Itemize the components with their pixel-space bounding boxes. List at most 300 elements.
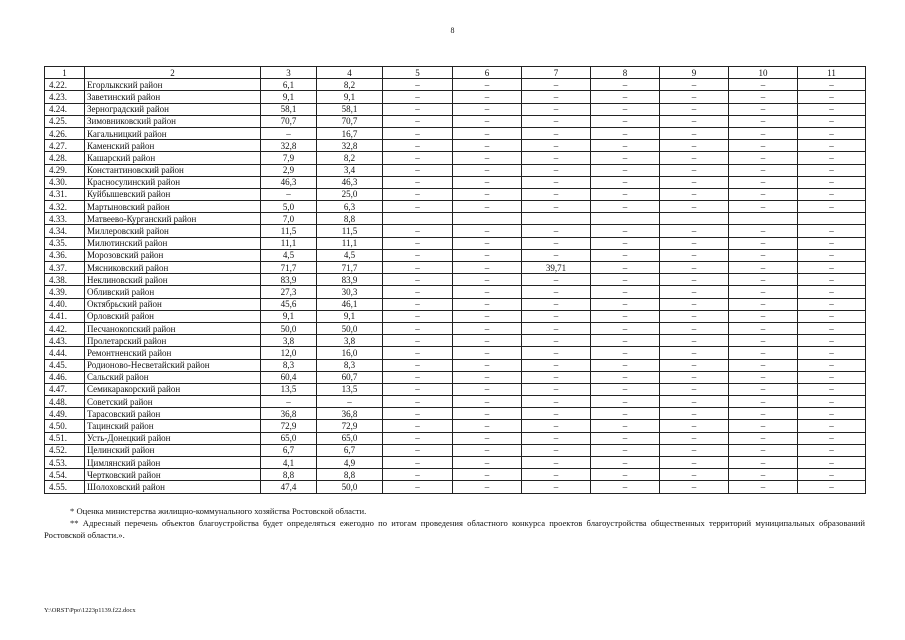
- table-row: [45, 201, 866, 213]
- value-cell: –: [660, 310, 729, 322]
- value-cell: –: [798, 444, 866, 456]
- value-cell: –: [660, 457, 729, 469]
- value-cell: 6,7: [317, 444, 383, 456]
- value-cell: 72,9: [261, 420, 317, 432]
- value-cell: –: [591, 444, 660, 456]
- value-cell: –: [591, 408, 660, 420]
- value-cell: –: [798, 359, 866, 371]
- district-name-cell: Красносулинский район: [85, 176, 261, 188]
- value-cell: –: [383, 237, 453, 249]
- row-number-cell: 4.42.: [45, 322, 85, 334]
- value-cell: –: [383, 140, 453, 152]
- value-cell: 6,1: [261, 79, 317, 91]
- table-row: [45, 91, 866, 103]
- value-cell: –: [729, 481, 798, 493]
- value-cell: 3,8: [261, 335, 317, 347]
- value-cell: –: [522, 201, 591, 213]
- value-cell: –: [660, 347, 729, 359]
- value-cell: 46,3: [261, 176, 317, 188]
- table-row: [45, 103, 866, 115]
- value-cell: –: [660, 225, 729, 237]
- district-name-cell: Семикаракорский район: [85, 383, 261, 395]
- column-header: 9: [660, 67, 729, 79]
- value-cell: –: [591, 140, 660, 152]
- value-cell: –: [453, 152, 522, 164]
- value-cell: –: [453, 262, 522, 274]
- row-number-cell: 4.32.: [45, 201, 85, 213]
- value-cell: –: [453, 298, 522, 310]
- value-cell: –: [453, 322, 522, 334]
- row-number-cell: 4.27.: [45, 140, 85, 152]
- value-cell: –: [453, 164, 522, 176]
- value-cell: –: [798, 432, 866, 444]
- value-cell: –: [383, 383, 453, 395]
- value-cell: –: [660, 152, 729, 164]
- value-cell: –: [660, 274, 729, 286]
- value-cell: –: [591, 225, 660, 237]
- value-cell: –: [522, 383, 591, 395]
- value-cell: 58,1: [261, 103, 317, 115]
- value-cell: 2,9: [261, 164, 317, 176]
- table-row: [45, 322, 866, 334]
- column-header: 1: [45, 67, 85, 79]
- value-cell: –: [591, 335, 660, 347]
- table-row: [45, 164, 866, 176]
- value-cell: –: [729, 274, 798, 286]
- value-cell: –: [798, 310, 866, 322]
- value-cell: –: [660, 481, 729, 493]
- value-cell: –: [522, 444, 591, 456]
- value-cell: –: [453, 420, 522, 432]
- value-cell: –: [522, 188, 591, 200]
- value-cell: 11,5: [261, 225, 317, 237]
- value-cell: –: [660, 176, 729, 188]
- value-cell: –: [591, 286, 660, 298]
- value-cell: –: [660, 188, 729, 200]
- value-cell: –: [383, 79, 453, 91]
- row-number-cell: 4.39.: [45, 286, 85, 298]
- row-number-cell: 4.44.: [45, 347, 85, 359]
- table-row: [45, 140, 866, 152]
- value-cell: 50,0: [317, 481, 383, 493]
- footnotes: [44, 505, 865, 541]
- value-cell: 4,9: [317, 457, 383, 469]
- district-name-cell: Сальский район: [85, 371, 261, 383]
- value-cell: –: [660, 444, 729, 456]
- row-number-cell: 4.54.: [45, 469, 85, 481]
- row-number-cell: 4.49.: [45, 408, 85, 420]
- value-cell: –: [522, 79, 591, 91]
- value-cell: –: [591, 152, 660, 164]
- value-cell: 60,4: [261, 371, 317, 383]
- value-cell: –: [729, 103, 798, 115]
- table-row: [45, 298, 866, 310]
- table-row: [45, 237, 866, 249]
- table-row: [45, 286, 866, 298]
- district-name-cell: Егорлыкский район: [85, 79, 261, 91]
- district-name-cell: Орловский район: [85, 310, 261, 322]
- value-cell: –: [660, 298, 729, 310]
- value-cell: –: [798, 274, 866, 286]
- value-cell: –: [591, 115, 660, 127]
- table-row: [45, 457, 866, 469]
- district-name-cell: Октябрьский район: [85, 298, 261, 310]
- row-number-cell: 4.43.: [45, 335, 85, 347]
- value-cell: –: [798, 322, 866, 334]
- row-number-cell: 4.29.: [45, 164, 85, 176]
- value-cell: –: [660, 335, 729, 347]
- value-cell: –: [591, 371, 660, 383]
- value-cell: –: [317, 396, 383, 408]
- value-cell: –: [729, 286, 798, 298]
- value-cell: –: [453, 396, 522, 408]
- value-cell: 50,0: [261, 322, 317, 334]
- value-cell: [798, 213, 866, 225]
- value-cell: [729, 213, 798, 225]
- value-cell: –: [383, 103, 453, 115]
- value-cell: –: [453, 286, 522, 298]
- value-cell: 3,8: [317, 335, 383, 347]
- footnote-1: * Оценка министерства жилищно-коммунального хозяйства Ростовской области.: [70, 506, 367, 516]
- value-cell: 72,9: [317, 420, 383, 432]
- row-number-cell: 4.23.: [45, 91, 85, 103]
- value-cell: [591, 213, 660, 225]
- value-cell: –: [798, 457, 866, 469]
- district-name-cell: Заветинский район: [85, 91, 261, 103]
- value-cell: –: [591, 249, 660, 261]
- value-cell: –: [261, 188, 317, 200]
- value-cell: –: [383, 420, 453, 432]
- value-cell: –: [660, 249, 729, 261]
- value-cell: –: [798, 420, 866, 432]
- value-cell: –: [522, 249, 591, 261]
- value-cell: –: [591, 127, 660, 139]
- row-number-cell: 4.35.: [45, 237, 85, 249]
- data-table: [44, 66, 866, 494]
- value-cell: –: [453, 127, 522, 139]
- value-cell: –: [453, 225, 522, 237]
- value-cell: 4,5: [261, 249, 317, 261]
- value-cell: –: [383, 347, 453, 359]
- value-cell: –: [383, 225, 453, 237]
- value-cell: –: [729, 420, 798, 432]
- value-cell: 32,8: [317, 140, 383, 152]
- value-cell: –: [453, 115, 522, 127]
- district-name-cell: Ремонтненский район: [85, 347, 261, 359]
- value-cell: –: [798, 201, 866, 213]
- row-number-cell: 4.52.: [45, 444, 85, 456]
- value-cell: –: [798, 262, 866, 274]
- district-name-cell: Советский район: [85, 396, 261, 408]
- row-number-cell: 4.33.: [45, 213, 85, 225]
- value-cell: –: [798, 481, 866, 493]
- value-cell: –: [729, 164, 798, 176]
- column-header: 4: [317, 67, 383, 79]
- value-cell: –: [453, 359, 522, 371]
- value-cell: –: [729, 457, 798, 469]
- district-name-cell: Матвеево-Курганский район: [85, 213, 261, 225]
- value-cell: –: [729, 469, 798, 481]
- value-cell: 8,3: [261, 359, 317, 371]
- value-cell: –: [798, 249, 866, 261]
- value-cell: 39,71: [522, 262, 591, 274]
- row-number-cell: 4.45.: [45, 359, 85, 371]
- value-cell: –: [383, 359, 453, 371]
- value-cell: [660, 213, 729, 225]
- value-cell: –: [383, 408, 453, 420]
- value-cell: –: [453, 79, 522, 91]
- value-cell: –: [798, 383, 866, 395]
- value-cell: 60,7: [317, 371, 383, 383]
- value-cell: 8,8: [261, 469, 317, 481]
- row-number-cell: 4.26.: [45, 127, 85, 139]
- value-cell: –: [729, 298, 798, 310]
- value-cell: –: [522, 115, 591, 127]
- value-cell: –: [660, 371, 729, 383]
- value-cell: –: [729, 237, 798, 249]
- value-cell: –: [453, 249, 522, 261]
- value-cell: –: [383, 322, 453, 334]
- table-row: [45, 249, 866, 261]
- value-cell: [453, 213, 522, 225]
- value-cell: –: [453, 408, 522, 420]
- value-cell: –: [660, 432, 729, 444]
- value-cell: –: [591, 103, 660, 115]
- value-cell: 9,1: [261, 310, 317, 322]
- value-cell: –: [798, 79, 866, 91]
- table-row: [45, 359, 866, 371]
- value-cell: –: [660, 140, 729, 152]
- district-name-cell: Куйбышевский район: [85, 188, 261, 200]
- value-cell: –: [383, 188, 453, 200]
- row-number-cell: 4.22.: [45, 79, 85, 91]
- value-cell: 27,3: [261, 286, 317, 298]
- value-cell: –: [729, 262, 798, 274]
- row-number-cell: 4.41.: [45, 310, 85, 322]
- row-number-cell: 4.25.: [45, 115, 85, 127]
- footnote-2: ** Адресный перечень объектов благоустройства будет определяться ежегодно по итогам проведения областного конкурса проектов благоустройства общественных территорий муниципальных образований Ростовской области.».: [44, 518, 865, 540]
- value-cell: 8,8: [317, 469, 383, 481]
- value-cell: –: [798, 396, 866, 408]
- value-cell: 25,0: [317, 188, 383, 200]
- table-row: [45, 152, 866, 164]
- value-cell: –: [383, 201, 453, 213]
- value-cell: –: [591, 201, 660, 213]
- value-cell: –: [729, 201, 798, 213]
- row-number-cell: 4.36.: [45, 249, 85, 261]
- table-row: [45, 396, 866, 408]
- value-cell: –: [383, 371, 453, 383]
- value-cell: –: [383, 298, 453, 310]
- value-cell: –: [798, 347, 866, 359]
- value-cell: –: [261, 127, 317, 139]
- value-cell: –: [522, 274, 591, 286]
- value-cell: –: [729, 396, 798, 408]
- value-cell: 50,0: [317, 322, 383, 334]
- value-cell: –: [660, 262, 729, 274]
- district-name-cell: Тарасовский район: [85, 408, 261, 420]
- value-cell: 71,7: [261, 262, 317, 274]
- value-cell: –: [798, 115, 866, 127]
- table-row: [45, 213, 866, 225]
- value-cell: –: [261, 396, 317, 408]
- value-cell: 36,8: [317, 408, 383, 420]
- value-cell: –: [660, 359, 729, 371]
- value-cell: –: [522, 371, 591, 383]
- value-cell: –: [383, 432, 453, 444]
- value-cell: –: [660, 420, 729, 432]
- value-cell: –: [729, 127, 798, 139]
- value-cell: [383, 213, 453, 225]
- column-header: 10: [729, 67, 798, 79]
- value-cell: –: [522, 286, 591, 298]
- value-cell: 16,0: [317, 347, 383, 359]
- value-cell: –: [660, 322, 729, 334]
- value-cell: –: [453, 432, 522, 444]
- table-row: [45, 335, 866, 347]
- value-cell: 58,1: [317, 103, 383, 115]
- value-cell: –: [729, 383, 798, 395]
- value-cell: –: [522, 481, 591, 493]
- value-cell: –: [798, 127, 866, 139]
- value-cell: –: [798, 237, 866, 249]
- value-cell: –: [729, 91, 798, 103]
- value-cell: –: [453, 91, 522, 103]
- value-cell: –: [453, 469, 522, 481]
- value-cell: –: [660, 286, 729, 298]
- value-cell: –: [729, 347, 798, 359]
- value-cell: –: [798, 286, 866, 298]
- value-cell: 47,4: [261, 481, 317, 493]
- value-cell: –: [522, 335, 591, 347]
- value-cell: –: [522, 359, 591, 371]
- value-cell: –: [453, 140, 522, 152]
- value-cell: 8,3: [317, 359, 383, 371]
- table-row: [45, 481, 866, 493]
- value-cell: –: [729, 444, 798, 456]
- value-cell: –: [591, 237, 660, 249]
- value-cell: 3,4: [317, 164, 383, 176]
- value-cell: –: [591, 164, 660, 176]
- value-cell: –: [383, 335, 453, 347]
- value-cell: –: [729, 79, 798, 91]
- value-cell: –: [729, 152, 798, 164]
- value-cell: –: [522, 469, 591, 481]
- value-cell: –: [522, 420, 591, 432]
- value-cell: –: [453, 481, 522, 493]
- column-header: 6: [453, 67, 522, 79]
- value-cell: –: [522, 237, 591, 249]
- table-row: [45, 188, 866, 200]
- value-cell: –: [522, 432, 591, 444]
- value-cell: –: [591, 347, 660, 359]
- value-cell: –: [591, 383, 660, 395]
- value-cell: –: [383, 481, 453, 493]
- value-cell: –: [798, 225, 866, 237]
- value-cell: 11,1: [317, 237, 383, 249]
- district-name-cell: Усть-Донецкий район: [85, 432, 261, 444]
- table-row: [45, 383, 866, 395]
- value-cell: –: [660, 127, 729, 139]
- value-cell: –: [798, 469, 866, 481]
- table-row: [45, 469, 866, 481]
- value-cell: –: [591, 176, 660, 188]
- row-number-cell: 4.47.: [45, 383, 85, 395]
- value-cell: –: [453, 444, 522, 456]
- district-name-cell: Шолоховский район: [85, 481, 261, 493]
- value-cell: –: [798, 164, 866, 176]
- district-name-cell: Кагальницкий район: [85, 127, 261, 139]
- district-name-cell: Чертковский район: [85, 469, 261, 481]
- district-name-cell: Целинский район: [85, 444, 261, 456]
- table-row: [45, 408, 866, 420]
- value-cell: –: [660, 408, 729, 420]
- value-cell: 5,0: [261, 201, 317, 213]
- value-cell: –: [453, 347, 522, 359]
- column-header: 11: [798, 67, 866, 79]
- value-cell: –: [383, 127, 453, 139]
- value-cell: 6,3: [317, 201, 383, 213]
- value-cell: –: [383, 310, 453, 322]
- district-name-cell: Зерноградский район: [85, 103, 261, 115]
- table-header-row: [45, 67, 866, 79]
- value-cell: –: [591, 359, 660, 371]
- value-cell: 13,5: [261, 383, 317, 395]
- district-name-cell: Милютинский район: [85, 237, 261, 249]
- value-cell: –: [383, 115, 453, 127]
- value-cell: 83,9: [261, 274, 317, 286]
- value-cell: –: [383, 152, 453, 164]
- value-cell: –: [591, 420, 660, 432]
- row-number-cell: 4.38.: [45, 274, 85, 286]
- value-cell: –: [522, 457, 591, 469]
- row-number-cell: 4.55.: [45, 481, 85, 493]
- value-cell: 12,0: [261, 347, 317, 359]
- value-cell: –: [798, 335, 866, 347]
- value-cell: –: [383, 469, 453, 481]
- district-name-cell: Родионово-Несветайский район: [85, 359, 261, 371]
- table-row: [45, 262, 866, 274]
- value-cell: –: [383, 262, 453, 274]
- district-name-cell: Пролетарский район: [85, 335, 261, 347]
- value-cell: –: [522, 103, 591, 115]
- row-number-cell: 4.46.: [45, 371, 85, 383]
- value-cell: 8,8: [317, 213, 383, 225]
- value-cell: –: [729, 176, 798, 188]
- value-cell: –: [591, 91, 660, 103]
- value-cell: –: [660, 396, 729, 408]
- value-cell: 4,1: [261, 457, 317, 469]
- page-number: 8: [450, 26, 455, 35]
- value-cell: –: [522, 127, 591, 139]
- value-cell: 7,0: [261, 213, 317, 225]
- value-cell: –: [729, 310, 798, 322]
- value-cell: –: [660, 469, 729, 481]
- value-cell: 83,9: [317, 274, 383, 286]
- value-cell: 9,1: [261, 91, 317, 103]
- value-cell: –: [453, 335, 522, 347]
- value-cell: 46,1: [317, 298, 383, 310]
- value-cell: –: [591, 188, 660, 200]
- value-cell: –: [522, 225, 591, 237]
- value-cell: –: [453, 103, 522, 115]
- column-header: 7: [522, 67, 591, 79]
- value-cell: 4,5: [317, 249, 383, 261]
- district-name-cell: Обливский район: [85, 286, 261, 298]
- value-cell: –: [591, 481, 660, 493]
- value-cell: –: [660, 201, 729, 213]
- value-cell: –: [522, 164, 591, 176]
